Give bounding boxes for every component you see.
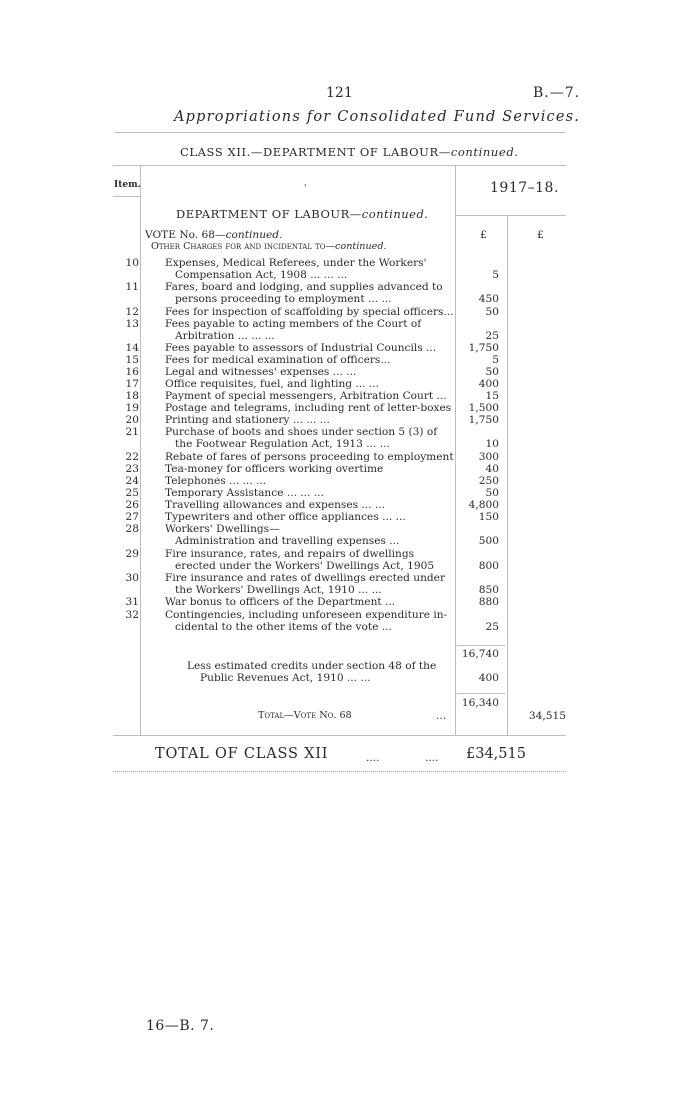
item-amount: 40 bbox=[485, 463, 499, 475]
class-total-label: TOTAL OF CLASS XII bbox=[155, 746, 329, 762]
item-number: 13 bbox=[125, 318, 139, 330]
item-number: 28 bbox=[125, 523, 139, 535]
item-description-line: Arbitration ... ... ... bbox=[175, 330, 275, 342]
department-heading bbox=[176, 207, 428, 221]
item-description-line: Fire insurance, rates, and repairs of dwellings bbox=[165, 548, 415, 560]
item-amount: 800 bbox=[478, 560, 499, 572]
page-footer: 16—B. 7. bbox=[146, 1018, 215, 1034]
vote-line-continued: continued. bbox=[225, 229, 283, 241]
item-description-line: Rebate of fares of persons proceeding to employment bbox=[165, 451, 454, 463]
item-number: 19 bbox=[125, 402, 139, 414]
item-number: 20 bbox=[125, 414, 139, 426]
item-description-line: persons proceeding to employment ... ... bbox=[175, 293, 392, 305]
item-number: 21 bbox=[125, 426, 139, 438]
item-description-line: the Footwear Regulation Act, 1913 ... ... bbox=[175, 438, 390, 450]
item-number: 14 bbox=[125, 342, 139, 354]
table-bottom-rule bbox=[113, 735, 566, 736]
item-description-line: Tea-money for officers working overtime bbox=[165, 463, 384, 475]
item-column-header: Item. bbox=[114, 180, 141, 190]
item-description-line: Purchase of boots and shoes under section 5 (3) of bbox=[165, 426, 438, 438]
item-amount: 500 bbox=[478, 535, 499, 547]
item-amount: 50 bbox=[485, 306, 499, 318]
item-amount: 1,500 bbox=[468, 402, 499, 414]
subhead-main: Other Charges for and incidental to— bbox=[151, 241, 336, 252]
item-amount: 250 bbox=[478, 475, 499, 487]
item-description-line: cidental to the other items of the vote ... bbox=[175, 621, 392, 633]
vote-line-main: VOTE No. 68— bbox=[145, 229, 226, 241]
year-header-rule bbox=[455, 215, 566, 216]
item-description-line: Expenses, Medical Referees, under the Workers' bbox=[165, 257, 427, 269]
rule-under-title bbox=[115, 132, 565, 133]
class-total-dots-1: .... bbox=[366, 752, 380, 764]
class-total-amount: £34,515 bbox=[466, 746, 526, 762]
item-amount: 10 bbox=[485, 438, 499, 450]
item-description-line: Fire insurance and rates of dwellings erected under bbox=[165, 572, 446, 584]
item-number: 22 bbox=[125, 451, 139, 463]
item-amount: 1,750 bbox=[468, 414, 499, 426]
year-column-header: 1917–18. bbox=[490, 180, 559, 196]
net-amount: 16,340 bbox=[461, 697, 499, 709]
item-description-line: Contingencies, including unforeseen expenditure in- bbox=[165, 609, 448, 621]
item-amount: 4,800 bbox=[468, 499, 499, 511]
credits-line-1: Less estimated credits under section 48 of the bbox=[187, 660, 437, 672]
department-heading-continued: continued. bbox=[361, 207, 429, 221]
class-heading-main: CLASS XII.—DEPARTMENT OF LABOUR— bbox=[180, 145, 451, 159]
item-amount: 50 bbox=[485, 487, 499, 499]
item-number: 12 bbox=[125, 306, 139, 318]
item-amount: 400 bbox=[478, 378, 499, 390]
item-number: 17 bbox=[125, 378, 139, 390]
class-total-rule bbox=[113, 771, 566, 772]
net-rule bbox=[457, 693, 505, 694]
item-column-rule bbox=[140, 165, 141, 735]
item-amount: 15 bbox=[485, 390, 499, 402]
item-description-line: Typewriters and other office appliances ... ... bbox=[165, 511, 406, 523]
item-number: 11 bbox=[125, 281, 139, 293]
item-number: 16 bbox=[125, 366, 139, 378]
item-amount: 25 bbox=[485, 330, 499, 342]
item-amount: 5 bbox=[492, 354, 499, 366]
class-heading-continued: continued. bbox=[450, 145, 519, 159]
subtotal-rule bbox=[457, 645, 505, 646]
item-description-line: Fees payable to assessors of Industrial Councils ... bbox=[165, 342, 437, 354]
item-number: 30 bbox=[125, 572, 139, 584]
currency-symbol-left: £ bbox=[480, 229, 487, 241]
item-header-rule bbox=[113, 196, 140, 197]
item-number: 25 bbox=[125, 487, 139, 499]
amount-column-rule-mid bbox=[507, 216, 508, 735]
item-description-line: Fees payable to acting members of the Court of bbox=[165, 318, 422, 330]
item-amount: 5 bbox=[492, 269, 499, 281]
page-title: Appropriations for Consolidated Fund Services. bbox=[174, 109, 581, 125]
item-description-line: Legal and witnesses' expenses ... ... bbox=[165, 366, 357, 378]
item-number: 27 bbox=[125, 511, 139, 523]
subhead-line bbox=[151, 241, 387, 253]
item-number: 26 bbox=[125, 499, 139, 511]
vote-line bbox=[145, 229, 282, 241]
credits-line-2: Public Revenues Act, 1910 ... ... bbox=[200, 672, 371, 684]
item-description-line: Travelling allowances and expenses ... ... bbox=[165, 499, 386, 511]
item-amount: 300 bbox=[478, 451, 499, 463]
item-number: 23 bbox=[125, 463, 139, 475]
document-reference: B.—7. bbox=[533, 85, 581, 101]
item-number: 18 bbox=[125, 390, 139, 402]
table-top-rule bbox=[113, 165, 566, 166]
item-amount: 25 bbox=[485, 621, 499, 633]
item-description-line: Fees for medical examination of officers... bbox=[165, 354, 391, 366]
item-description-line: Administration and travelling expenses ... bbox=[175, 535, 400, 547]
item-description-line: Office requisites, fuel, and lighting ... ... bbox=[165, 378, 380, 390]
item-amount: 1,750 bbox=[468, 342, 499, 354]
class-total-dots-2: .... bbox=[425, 752, 439, 764]
item-description-line: Postage and telegrams, including rent of letter-boxes bbox=[165, 402, 452, 414]
item-description-line: War bonus to officers of the Department ... bbox=[165, 596, 396, 608]
item-description-line: the Workers' Dwellings Act, 1910 ... ... bbox=[175, 584, 382, 596]
class-heading bbox=[180, 145, 519, 159]
item-description-line: Fees for inspection of scaffolding by special officers... bbox=[165, 306, 454, 318]
item-description-line: Compensation Act, 1908 ... ... ... bbox=[175, 269, 348, 281]
total-vote-dots: ... bbox=[436, 710, 447, 722]
item-description-line: erected under the Workers' Dwellings Act, 1905 bbox=[175, 560, 435, 572]
item-number: 24 bbox=[125, 475, 139, 487]
item-amount: 50 bbox=[485, 366, 499, 378]
item-description-line: Temporary Assistance ... ... ... bbox=[165, 487, 324, 499]
item-description-line: Workers' Dwellings— bbox=[165, 523, 280, 535]
item-amount: 880 bbox=[478, 596, 499, 608]
item-number: 10 bbox=[125, 257, 139, 269]
credits-amount: 400 bbox=[478, 672, 499, 684]
item-description-line: Fares, board and lodging, and supplies advanced to bbox=[165, 281, 443, 293]
subtotal-amount: 16,740 bbox=[461, 648, 499, 660]
page-number: 121 bbox=[326, 85, 353, 101]
currency-symbol-right: £ bbox=[537, 229, 544, 241]
subhead-continued: continued. bbox=[335, 241, 387, 252]
item-number: 31 bbox=[125, 596, 139, 608]
item-description-line: Payment of special messengers, Arbitration Court ... bbox=[165, 390, 447, 402]
item-amount: 850 bbox=[478, 584, 499, 596]
item-amount: 450 bbox=[478, 293, 499, 305]
item-description-line: Telephones ... ... ... bbox=[165, 475, 267, 487]
item-number: 29 bbox=[125, 548, 139, 560]
header-stray-mark: ' bbox=[304, 184, 307, 194]
total-vote-amount: 34,515 bbox=[528, 710, 566, 722]
item-description-line: Printing and stationery ... ... ... bbox=[165, 414, 330, 426]
total-vote-label bbox=[258, 710, 352, 722]
item-number: 15 bbox=[125, 354, 139, 366]
department-heading-main: DEPARTMENT OF LABOUR— bbox=[176, 207, 362, 221]
item-number: 32 bbox=[125, 609, 139, 621]
total-vote-text: Total—Vote No. 68 bbox=[258, 710, 352, 721]
item-amount: 150 bbox=[478, 511, 499, 523]
